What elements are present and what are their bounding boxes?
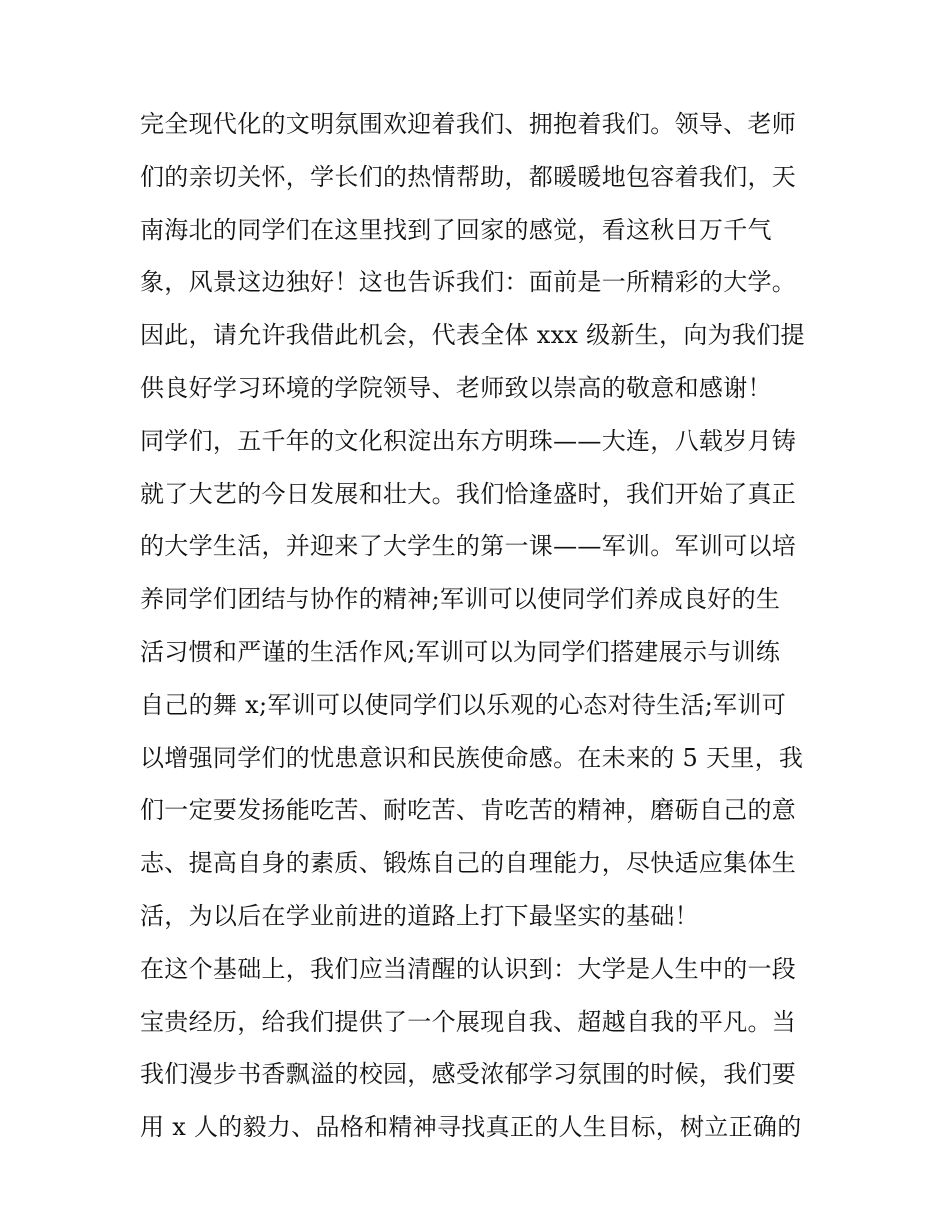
text-line: 们一定要发扬能吃苦、耐吃苦、肯吃苦的精神，磨砺自己的意	[140, 796, 797, 825]
text-line: 活，为以后在学业前进的道路上打下最坚实的基础！	[140, 901, 699, 930]
text-line: 活习惯和严谨的生活作风;军训可以为同学们搭建展示与训练	[140, 637, 781, 666]
text-line: 同学们，五千年的文化积淀出东方明珠——大连，八载岁月铸	[140, 426, 797, 455]
text-line: 完全现代化的文明氛围欢迎着我们、拥抱着我们。领导、老师	[140, 110, 797, 138]
text-line: 因此，请允许我借此机会，代表全体 xxx 级新生，向为我们提	[140, 321, 805, 350]
text-line: 以增强同学们的忧患意识和民族使命感。在未来的 5 天里，我	[140, 743, 804, 772]
text-line: 养同学们团结与协作的精神;军训可以使同学们养成良好的生	[140, 585, 781, 614]
text-line: 们的亲切关怀，学长们的热情帮助，都暖暖地包容着我们，天	[140, 162, 797, 191]
text-line: 象，风景这边独好！这也告诉我们：面前是一所精彩的大学。	[140, 268, 797, 297]
text-line: 自己的舞 x;军训可以使同学们以乐观的心态对待生活;军训可	[140, 690, 787, 719]
text-line: 用 x 人的毅力、品格和精神寻找真正的人生目标，树立正确的	[140, 1113, 802, 1142]
text-line: 在这个基础上，我们应当清醒的认识到：大学是人生中的一段	[140, 954, 797, 983]
text-line: 宝贵经历，给我们提供了一个展现自我、超越自我的平凡。当	[140, 1007, 797, 1036]
body-text	[140, 98, 840, 1154]
text-line: 就了大艺的今日发展和壮大。我们恰逢盛时，我们开始了真正	[140, 479, 797, 508]
text-line: 的大学生活，并迎来了大学生的第一课——军训。军训可以培	[140, 532, 797, 561]
text-line: 供良好学习环境的学院领导、老师致以崇高的敬意和感谢！	[140, 373, 772, 402]
text-line: 志、提高自身的素质、锻炼自己的自理能力，尽快适应集体生	[140, 849, 797, 878]
text-line: 南海北的同学们在这里找到了回家的感觉，看这秋日万千气	[140, 215, 772, 244]
text-line: 我们漫步书香飘溢的校园，感受浓郁学习氛围的时候，我们要	[140, 1060, 797, 1089]
